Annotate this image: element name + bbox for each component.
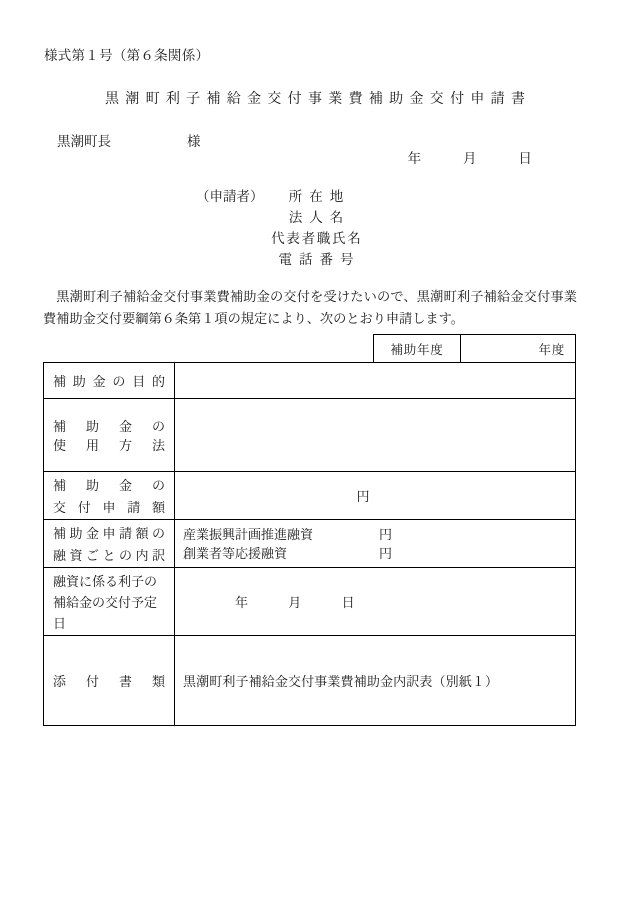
row-value-usage[interactable]: [175, 399, 576, 472]
row-label-text: 補助金の: [53, 419, 165, 434]
loan-unit: 円: [379, 545, 393, 561]
row-value-attachment[interactable]: [175, 636, 576, 726]
row-value-purpose[interactable]: [175, 363, 576, 399]
fiscal-year-label: 補助年度: [374, 335, 461, 362]
applicant-field-address: 所在地: [288, 189, 351, 204]
applicant-row-corporation: [196, 207, 374, 228]
loan-name: 創業者等応援融資: [183, 545, 288, 561]
applicant-field-representative: 代表者職氏名: [271, 231, 363, 246]
row-label-text: 補給金の交付予定: [53, 595, 158, 610]
row-label-schedule: [44, 568, 175, 636]
row-label-lines: [50, 571, 168, 632]
row-label-lines: [50, 475, 168, 516]
row-label-text: 交付申請額: [53, 500, 165, 515]
attachment-text: 黒潮町利子補給金交付事業費補助金内訳表（別紙１）: [183, 674, 499, 689]
row-value-schedule[interactable]: [175, 568, 576, 636]
row-label-breakdown: [44, 520, 175, 568]
row-label-lines: [50, 416, 168, 454]
form-number: 様式第１号（第６条関係）: [44, 48, 210, 63]
table-row-breakdown: [44, 520, 576, 568]
addressee-name: 黒潮町長: [57, 134, 111, 149]
row-label-usage: [44, 399, 175, 472]
row-label-text: 融資ごとの内訳: [53, 548, 165, 563]
row-label-text: 融資に係る利子の: [53, 574, 158, 589]
row-label-purpose: [44, 363, 175, 399]
loan-item: [183, 525, 567, 544]
fiscal-year-box: [373, 334, 576, 363]
addressee-honorific: 様: [187, 134, 201, 149]
row-label-text: 補助金申請額の: [53, 526, 165, 541]
row-value-breakdown[interactable]: [175, 520, 576, 568]
row-label-attachment: [44, 636, 175, 726]
applicant-row-phone: [196, 249, 374, 270]
table-row-amount: [44, 472, 576, 520]
row-label-text: 補助金の: [53, 478, 165, 493]
row-label-lines: [50, 523, 168, 564]
row-label-amount: [44, 472, 175, 520]
applicant-row-representative: [196, 228, 374, 249]
amount-unit: 円: [356, 489, 370, 504]
table-row-purpose: [44, 363, 576, 399]
date-line: 年 月 日: [407, 151, 546, 166]
body-paragraph: 黒潮町利子補給金交付事業費補助金の交付を受けたいので、黒潮町利子補給金交付事業費補助金交付要綱第６条第１項の規定により、次のとおり申請します。: [43, 289, 577, 326]
document-title: 黒潮町利子補給金交付事業費補助金交付申請書: [104, 92, 532, 107]
table-row-usage: [44, 399, 576, 472]
loan-breakdown-list: [183, 525, 567, 563]
row-label-text: 添付書類: [53, 674, 165, 689]
table-row-attachment: [44, 636, 576, 726]
loan-unit: 円: [379, 526, 393, 542]
loan-name: 産業振興計画推進融資: [183, 526, 314, 542]
application-table: [43, 362, 576, 726]
applicant-field-corporation: 法人名: [288, 210, 351, 225]
schedule-date: 年 月 日: [235, 595, 369, 610]
fiscal-year-value[interactable]: 年度: [538, 342, 565, 357]
applicant-row-address: [196, 186, 374, 207]
row-label-text: 補助金の目的: [53, 374, 165, 389]
row-value-amount[interactable]: [175, 472, 576, 520]
row-label-text: 日: [53, 616, 67, 631]
applicant-prefix: （申請者）: [196, 189, 264, 204]
row-label-text: 使用方法: [53, 438, 165, 453]
applicant-field-phone: 電話番号: [278, 252, 361, 267]
table-row-schedule: [44, 568, 576, 636]
applicant-block: [196, 186, 374, 270]
loan-item: [183, 544, 567, 563]
